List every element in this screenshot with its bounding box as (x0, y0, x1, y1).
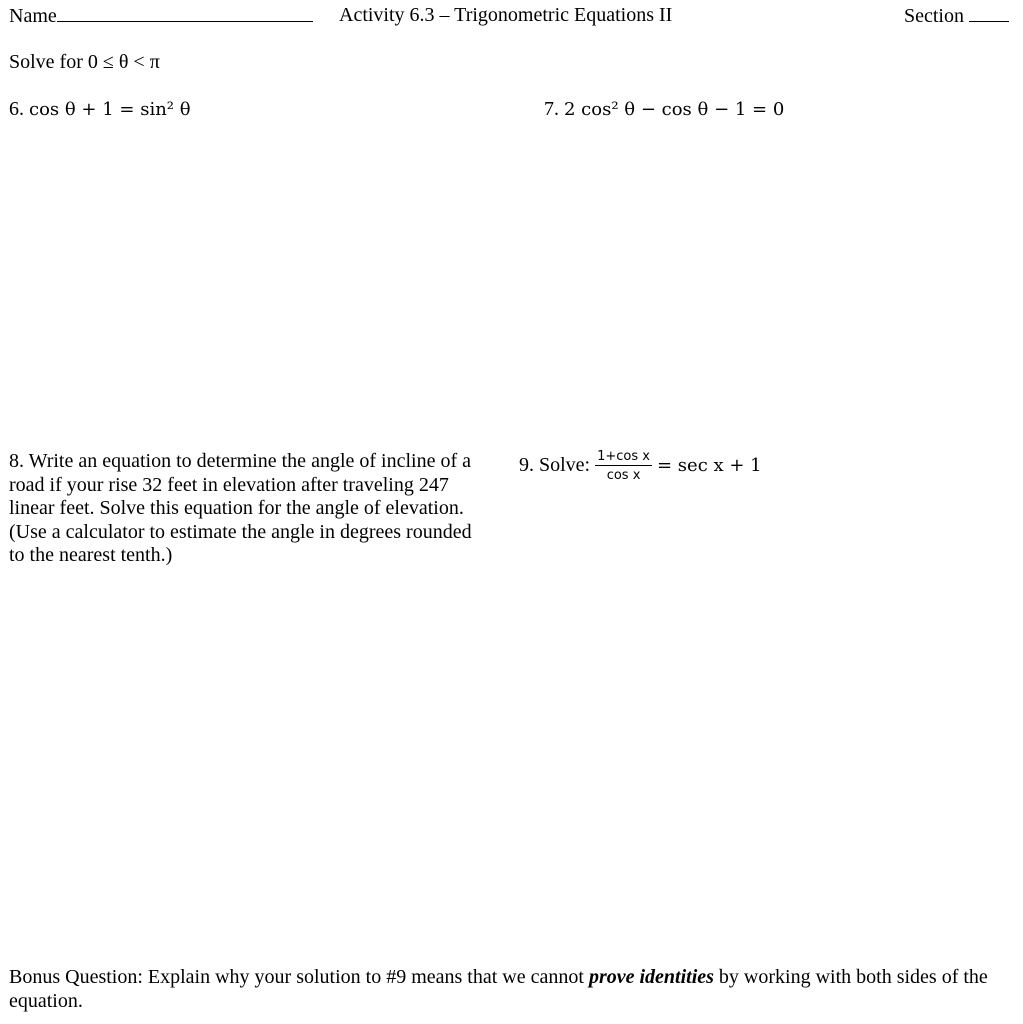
problem-text: Write an equation to determine the angle of incline of a road if your rise 32 feet in elevation after traveling 247 linear feet. Solve this equation for the angle of elevation. (Use a calculator to estimate the angle in degrees rounded to the nearest tenth.) (9, 450, 472, 566)
problem-8 (9, 450, 489, 568)
bonus-question (9, 966, 1014, 1013)
page-title: Activity 6.3 – Trigonometric Equations II (339, 4, 673, 26)
problem-6 (9, 97, 191, 122)
instruction: Solve for 0 ≤ θ < π (9, 51, 160, 73)
name-field (9, 3, 313, 28)
problem-number: 7. (544, 98, 559, 120)
problem-7 (544, 97, 784, 122)
problem-number: 6. (9, 98, 24, 120)
fraction-denominator: cos x (606, 468, 641, 484)
problem-equation: 2 cos² θ − cos θ − 1 = 0 (564, 99, 785, 120)
problem-equation: cos θ + 1 = sin² θ (29, 99, 191, 120)
section-label: Section (904, 5, 964, 27)
fraction-numerator: 1+cos x (597, 449, 650, 465)
fraction (595, 449, 652, 483)
problem-label: Solve: (539, 454, 591, 476)
equation-rhs: = sec x + 1 (657, 455, 762, 476)
section-blank-line[interactable] (969, 3, 1009, 22)
bonus-tail: by working with both sides of the equation. (9, 966, 988, 1012)
bonus-emphasis: prove identities (588, 966, 714, 988)
name-label: Name (9, 5, 57, 27)
name-blank-line[interactable] (57, 3, 313, 22)
section-field (904, 3, 1009, 28)
bonus-lead: Bonus Question: Explain why your solution to #9 means that we cannot (9, 966, 584, 988)
problem-9 (519, 447, 762, 484)
problem-number: 8. (9, 450, 24, 472)
problem-number: 9. (519, 454, 534, 476)
